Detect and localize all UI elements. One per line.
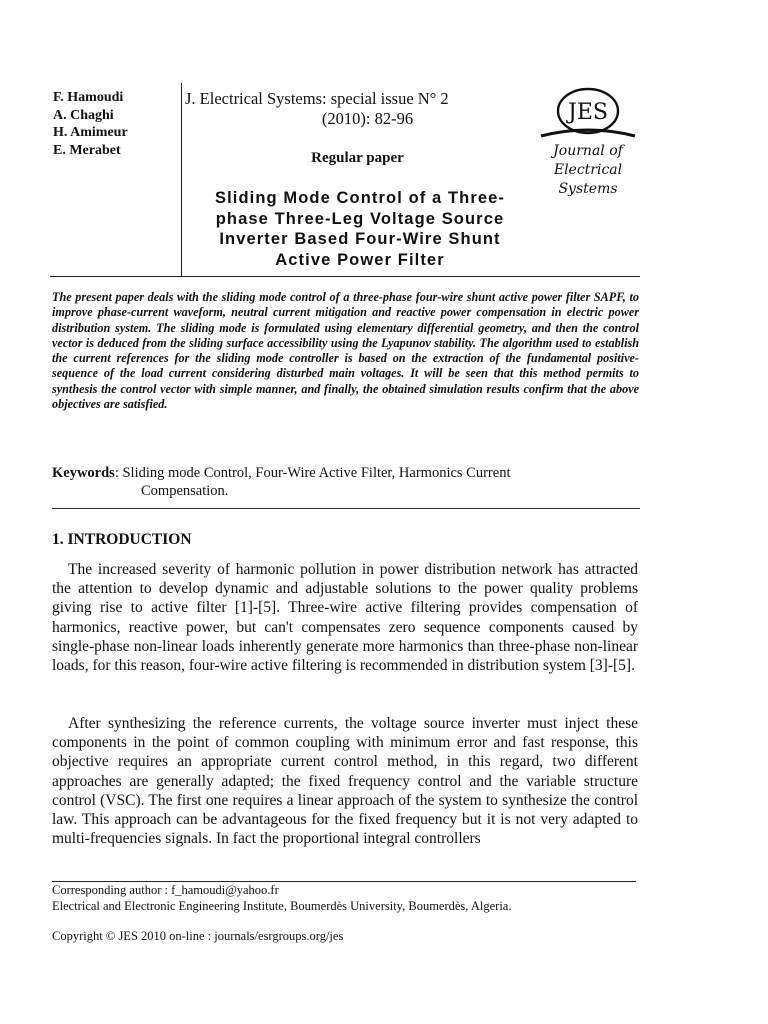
paper-type: Regular paper <box>311 150 404 166</box>
body-paragraph: After synthesizing the reference currents, the voltage source inverter must inject these components in the point of common coupling with minimum error and fast response, this objective requires an appropriate current control method, in this regard, two different approaches are generally adapted; the fixed frequency control and the variable structure control (VSC). The first one requires a linear approach of the system to synthesize the control law. This approach can be advantageous for the fixed frequency but it is not very adapted to multi-frequencies signals. In fact the proportional integral controllers <box>52 715 638 848</box>
journal-logo <box>533 84 643 204</box>
author-name: H. Amimeur <box>53 125 128 140</box>
author-list <box>53 89 183 159</box>
header-divider-horizontal <box>50 276 640 277</box>
journal-logo-line3: Systems <box>558 181 618 197</box>
paper-title-line: Inverter Based Four-Wire Shunt <box>219 230 501 248</box>
journal-logo-line1: Journal of <box>553 143 623 159</box>
keywords-text-continued: Compensation. <box>141 483 229 499</box>
copyright-notice: Copyright © JES 2010 on-line : journals/esrgroups.org/jes <box>52 929 344 943</box>
journal-logo-line2: Electrical <box>553 162 623 178</box>
journal-citation-line2: (2010): 82-96 <box>321 109 414 128</box>
author-name: A. Chaghi <box>53 107 114 123</box>
header-divider-vertical <box>181 83 182 276</box>
abstract-divider <box>52 508 640 509</box>
paper-title-line: Active Power Filter <box>275 250 445 269</box>
footnote-divider <box>52 881 636 882</box>
keywords <box>52 464 639 500</box>
journal-logo-acronym: JES <box>568 100 608 125</box>
abstract: The present paper deals with the sliding mode control of a three-phase four-wire shunt active power filter SAPF, to improve phase-current waveform, neutral current mitigation and reactive power compensation in electric power distribution system. The sliding mode is formulated using elementary differential geometry, and then the control vector is deduced from the sliding surface accessibility using the Lyapunov stability. The algorithm used to establish the current references for the sliding mode controller is based on the extraction of the fundamental positive-sequence of the load current considering disturbed main voltages. It will be seen that this method permits to synthesis the control vector with simple manner, and finally, the obtained simulation results confirm that the above objectives are satisfied. <box>52 290 639 412</box>
keywords-label: Keywords <box>52 465 115 481</box>
affiliation: Electrical and Electronic Engineering Institute, Boumerdès University, Boumerdès, Algeria. <box>52 899 512 913</box>
corresponding-author: Corresponding author : f_hamoudi@yahoo.fr <box>52 883 279 897</box>
body-paragraph: The increased severity of harmonic pollution in power distribution network has attracted the attention to develop dynamic and adjustable solutions to the power quality problems giving rise to active filter [1]-[5]. Three-wire active filtering provides compensation of harmonics, reactive power, but can't compensates zero sequence components caused by single-phase non-linear loads inherently generate more harmonics than three-phase non-linear loads, for this reason, four-wire active filtering is recommended in distribution system [3]-[5]. <box>52 561 638 675</box>
paper-title-line: phase Three-Leg Voltage Source <box>215 209 505 228</box>
journal-logo-emblem <box>533 84 643 144</box>
keywords-text: : Sliding mode Control, Four-Wire Active Filter, Harmonics Current <box>114 465 511 481</box>
author-name: F. Hamoudi <box>53 90 124 105</box>
journal-citation <box>185 89 530 129</box>
journal-citation-line1: J. Electrical Systems: special issue N° 2 <box>185 89 449 108</box>
paper-title <box>192 188 528 270</box>
paper-title-line: Sliding Mode Control of a Three- <box>214 189 506 207</box>
section-heading: 1. INTRODUCTION <box>52 531 192 548</box>
author-name: E. Merabet <box>53 142 121 158</box>
